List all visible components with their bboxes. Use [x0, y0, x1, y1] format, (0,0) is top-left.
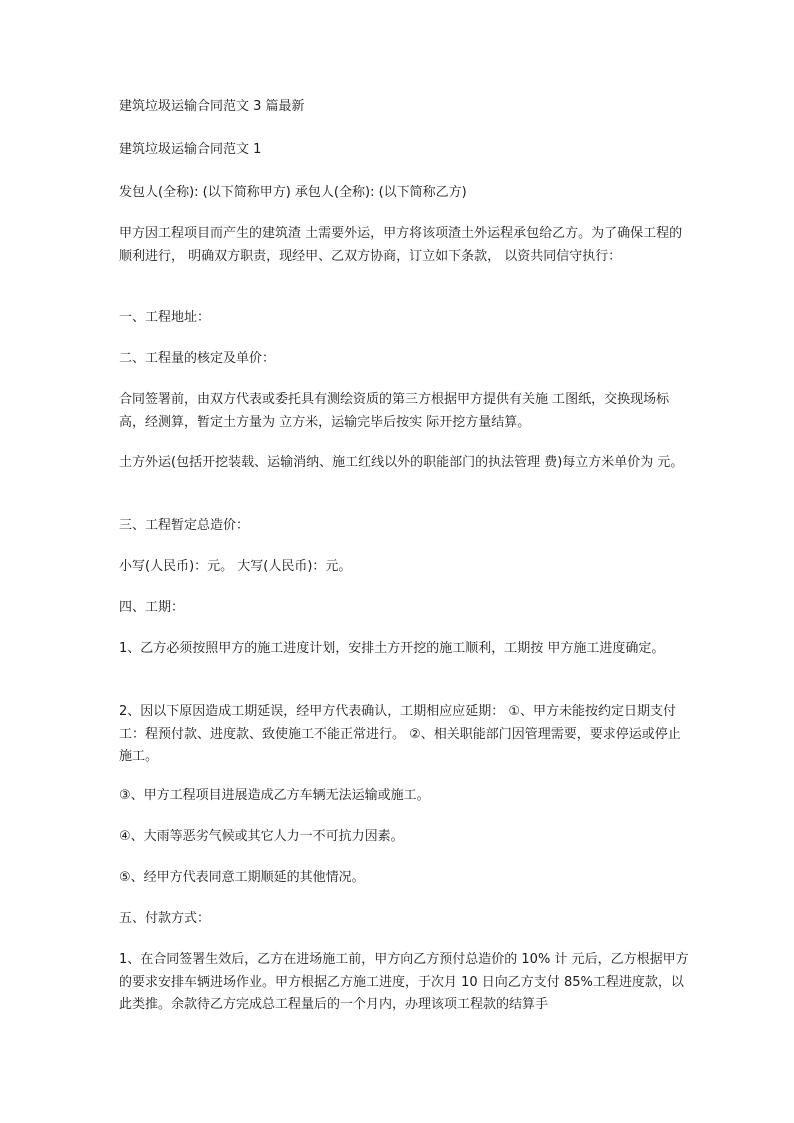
- paragraph-duration-2: 2、因以下原因造成工期延误，经甲方代表确认，工期相应应延期： ①、甲方未能按约定日期支付工：程预付款、进度款、致使施工不能正常进行。 ②、相关职能部门因管理需要，要求停运或停止施工。: [119, 704, 681, 764]
- paragraph-amounts: 小写(人民币)：元。 大写(人民币)：元。: [119, 559, 352, 574]
- paragraph-intro: 甲方因工程项目而产生的建筑渣 土需要外运，甲方将该项渣土外运程承包给乙方。为了确保工程的顺利进行， 明确双方职责，现经甲、乙双方协商，订立如下条款， 以资共同信守执行：: [119, 226, 683, 264]
- paragraph-quantity: 合同签署前，由双方代表或委托具有测绘资质的第三方根据甲方提供有关施 工图纸，交换现场标高，经测算，暂定土方量为 立方米，运输完毕后按实 际开挖方量结算。: [119, 392, 670, 430]
- section-heading-total-price: 三、工程暂定总造价：: [119, 518, 250, 533]
- paragraph-payment-1: 1、在合同签署生效后，乙方在进场施工前，甲方向乙方预付总造价的 10% 计 元后，乙方根据甲方的要求安排车辆进场作业。甲方根据乙方施工进度，于次月 10 日向乙方支付 85%工程进度款，以此类推。余款待乙方完成总工程量后的一个月内，办理该项工程款的结算手: [119, 952, 689, 1012]
- paragraph-unit-price: 土方外运(包括开挖装载、运输消纳、施工红线以外的职能部门的执法管理 费)每立方米单价为 元。: [119, 455, 684, 470]
- document-subtitle: 建筑垃圾运输合同范文 1: [119, 142, 262, 157]
- paragraph-duration-1: 1、乙方必须按照甲方的施工进度计划，安排土方开挖的施工顺利，工期按 甲方施工进度确定。: [119, 641, 665, 656]
- section-heading-duration: 四、工期：: [119, 600, 185, 615]
- paragraph-duration-4: ④、大雨等恶劣气候或其它人力一不可抗力因素。: [119, 829, 404, 844]
- section-heading-address: 一、工程地址：: [119, 310, 211, 325]
- document-title: 建筑垃圾运输合同范文 3 篇最新: [119, 99, 305, 114]
- paragraph-duration-3: ③、甲方工程项目进展造成乙方车辆无法运输或施工。: [119, 788, 430, 803]
- section-heading-payment: 五、付款方式：: [119, 911, 211, 926]
- section-heading-quantity: 二、工程量的核定及单价：: [119, 351, 276, 366]
- paragraph-duration-5: ⑤、经甲方代表同意工期顺延的其他情况。: [119, 870, 365, 885]
- paragraph-parties: 发包人(全称): (以下简称甲方) 承包人(全称): (以下简称乙方): [119, 185, 467, 200]
